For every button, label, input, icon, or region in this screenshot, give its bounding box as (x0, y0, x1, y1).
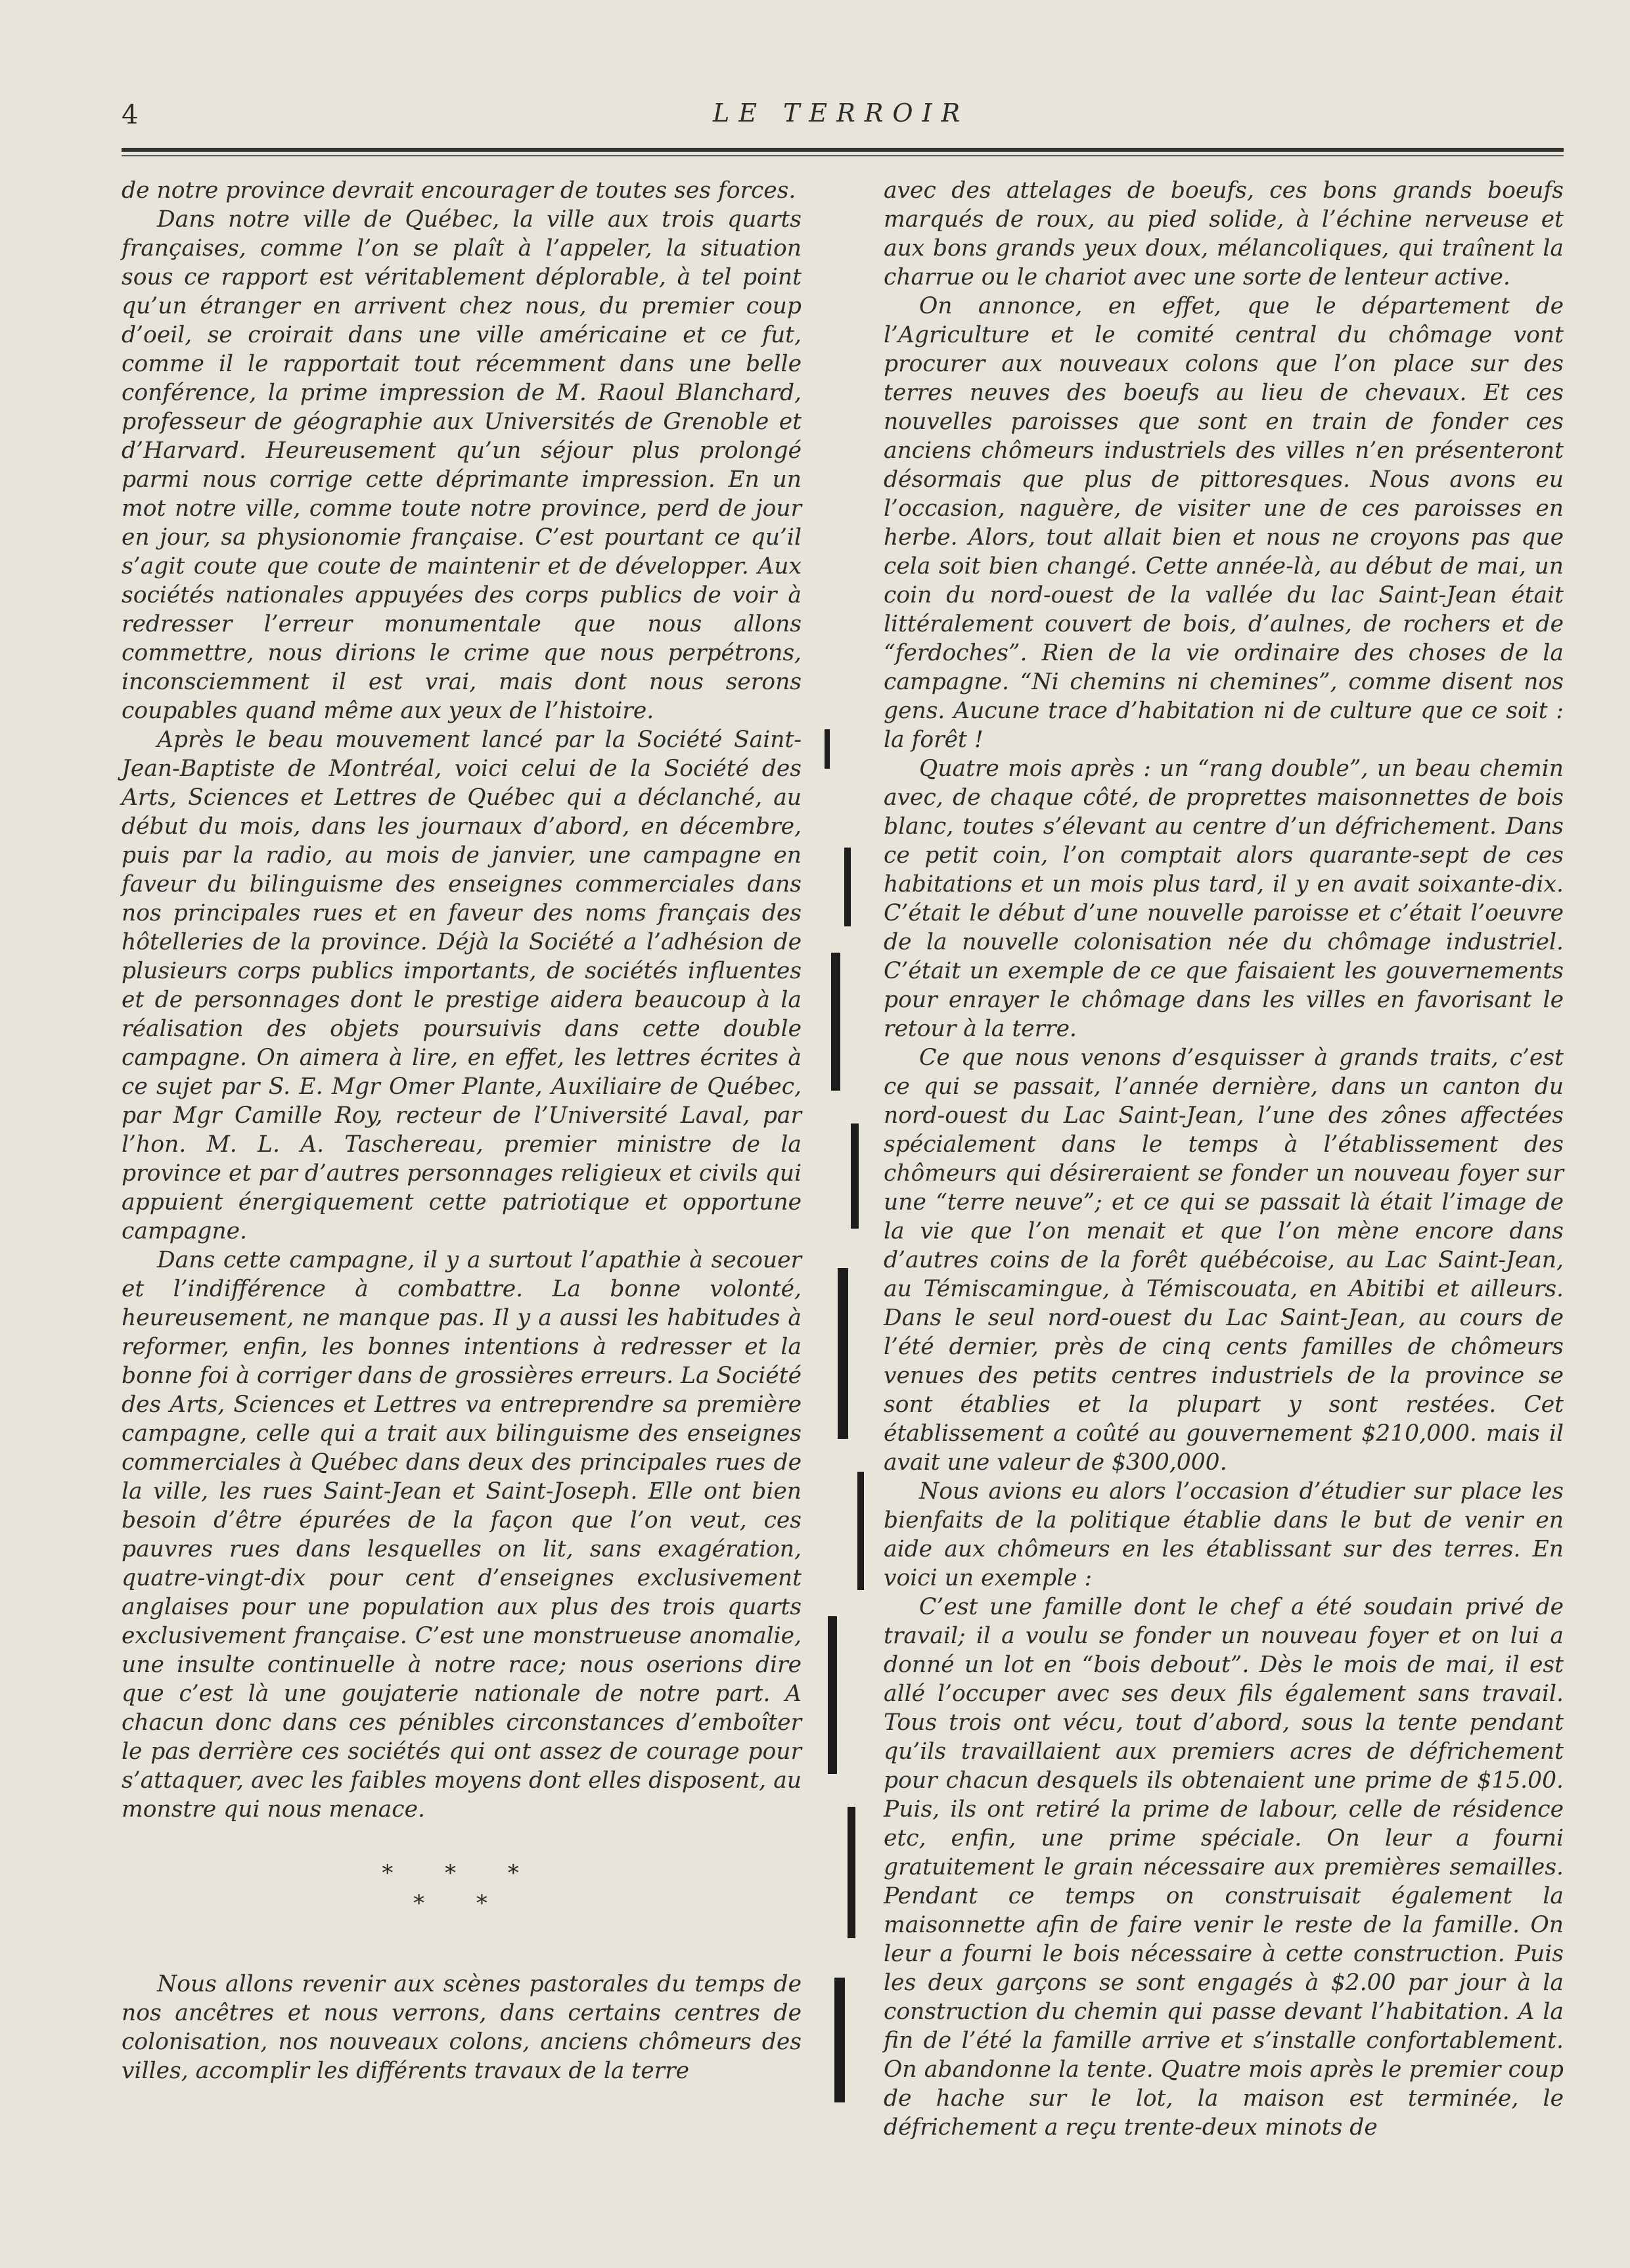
section-separator (122, 1858, 802, 1918)
paragraph: C’est une famille dont le chef a été soudain privé de travail; il a voulu se fonder un nouveau foyer et on lui a donné un lot en “bois debout”. Dès le mois de mai, il est allé l’occuper avec ses deux fils également sans travail. Tous trois ont vécu, tout d’abord, sous la tente pendant qu’ils travaillaient aux premiers acres de défrichement pour chacun desquels ils obtenaient une prime de $15.00. Puis, ils ont retiré la prime de labour, celle de résidence etc, enfin, une prime spéciale. On leur a fourni gratuitement le grain nécessaire aux premières semailles. Pendant ce temps on construisait également la maisonnette afin de faire venir le reste de la famille. On leur a fourni le bois nécessaire à cette construction. Puis les deux garçons se sont engagés à $2.00 par jour à la construction du chemin qui passe devant l’habitation. A la fin de l’été la famille arrive et s’installe confortablement. On abandonne la tente. Quatre mois après le premier coup de hache sur le lot, la maison est terminée, le défrichement a reçu trente-deux minots de (884, 1594, 1564, 2141)
paragraph: Après le beau mouvement lancé par la Société Saint-Jean-Baptiste de Montréal, voici celui de la Société des Arts, Sciences et Lettres de Québec qui a déclanché, au début du mois, dans les journaux d’abord, en décembre, puis par la radio, au mois de janvier, une campagne en faveur du bilinguisme des enseignes commerciales dans nos principales rues et en faveur des noms français des hôtelleries de la province. Déjà la Société a l’adhésion de plusieurs corps publics importants, de sociétés influentes et de personnages dont le prestige aidera beaucoup à la réalisation des objets poursuivis dans cette double campagne. On aimera à lire, en effet, les lettres écrites à ce sujet par S. E. Mgr Omer Plante, Auxiliaire de Québec, par Mgr Camille Roy, recteur de l’Université Laval, par l’hon. M. L. A. Taschereau, premier ministre de la province et par d’autres personnages religieux et civils qui appuient énergiquement cette patriotique et opportune campagne. (122, 727, 802, 1244)
separator-line: * * * (382, 1860, 541, 1886)
right-column (884, 176, 1564, 2142)
left-column (122, 176, 802, 2085)
page-header (122, 92, 1564, 138)
paragraph: Nous allons revenir aux scènes pastorales du temps de nos ancêtres et nous verrons, dans certains centres de colonisation, nos nouveaux colons, anciens chômeurs des villes, accomplir les différents travaux de la terre (122, 1971, 802, 2084)
paragraph: avec des attelages de boeufs, ces bons grands boeufs marqués de roux, au pied solide, à l’échine nerveuse et aux bons grands yeux doux, mélancoliques, qui traînent la charrue ou le chariot avec une sorte de lenteur active. (884, 177, 1564, 290)
header-rule-thin (122, 155, 1564, 156)
running-title: LE TERROIR (713, 99, 970, 127)
paragraph: On annonce, en effet, que le département de l’Agriculture et le comité central du chômage vont procurer aux nouveaux colons que l’on place sur des terres neuves des boeufs au lieu de chevaux. Et ces nouvelles paroisses que sont en train de fonder ces anciens chômeurs industriels des villes n’en présenteront désormais que plus de pittoresques. Nous avons eu l’occasion, naguère, de visiter une de ces paroisses en herbe. Alors, tout allait bien et nous ne croyons pas que cela soit bien changé. Cette année-là, au début de mai, un coin du nord-ouest de la vallée du lac Saint-Jean était littéralement couvert de bois, d’aulnes, de rochers et de “ferdoches”. Rien de la vie ordinaire des choses de la campagne. “Ni chemins ni chemines”, comme disent nos gens. Aucune trace d’habitation ni de culture que ce soit : la forêt ! (884, 293, 1564, 753)
paragraph: Ce que nous venons d’esquisser à grands traits, c’est ce qui se passait, l’année dernière, dans un canton du nord-ouest du Lac Saint-Jean, l’une des zônes affectées spécialement dans le temps à l’établissement des chômeurs qui désireraient se fonder un nouveau foyer sur une “terre neuve”; et ce qui se passait là était l’image de la vie que l’on menait et que l’on mène encore dans d’autres coins de la forêt québécoise, au Lac Saint-Jean, au Témiscamingue, à Témiscouata, en Abitibi et ailleurs. Dans le seul nord-ouest du Lac Saint-Jean, au cours de l’été dernier, près de cinq cents familles de chômeurs venues des petits centres industriels de la province se sont établies et la plupart y sont restées. Cet établissement a coûté au gouvernement $210,000. mais il avait une valeur de $300,000. (884, 1045, 1564, 1476)
paragraph: Quatre mois après : un “rang double”, un beau chemin avec, de chaque côté, de proprettes maisonnettes de bois blanc, toutes s’élevant au centre d’un défrichement. Dans ce petit coin, l’on comptait alors quarante-sept de ces habitations et un mois plus tard, il y en avait soixante-dix. C’était le début d’une nouvelle paroisse et c’était l’oeuvre de la nouvelle colonisation née du chômage industriel. C’était un exemple de ce que faisaient les gouvernements pour enrayer le chômage dans les villes en favorisant le retour à la terre. (884, 756, 1564, 1042)
gutter-ink-damage (811, 729, 884, 2116)
paragraph: Dans notre ville de Québec, la ville aux trois quarts françaises, comme l’on se plaît à l’appeler, la situation sous ce rapport est véritablement déplorable, à tel point qu’un étranger en arrivent chez nous, du premier coup d’oeil, se croirait dans une ville américaine et ce fut, comme il le rapportait tout récemment dans une belle conférence, la prime impression de M. Raoul Blanchard, professeur de géographie aux Universités de Grenoble et d’Harvard. Heureusement qu’un séjour plus prolongé parmi nous corrige cette déprimante impression. En un mot notre ville, comme toute notre province, perd de jour en jour, sa physionomie française. C’est pourtant ce qu’il s’agit coute que coute de maintenir et de développer. Aux sociétés nationales appuyées des corps publics de voir à redresser l’erreur monumentale que nous allons commettre, nous dirions le crime que nous perpétrons, inconsciemment il est vrai, mais dont nous serons coupables quand même aux yeux de l’histoire. (122, 206, 802, 724)
separator-line: * * (413, 1890, 510, 1916)
paragraph: Dans cette campagne, il y a surtout l’apathie à secouer et l’indifférence à combattre. La bonne volonté, heureusement, ne manque pas. Il y a aussi les habitudes à reformer, enfin, les bonnes intentions à redresser et la bonne foi à corriger dans de grossières erreurs. La Société des Arts, Sciences et Lettres va entreprendre sa première campagne, celle qui a trait aux bilinguisme des enseignes commerciales à Québec dans deux des principales rues de la ville, les rues Saint-Jean et Saint-Joseph. Elle ont bien besoin d’être épurées de la façon que l’on veut, ces pauvres rues dans lesquelles on lit, sans exagération, quatre-vingt-dix pour cent d’enseignes exclusivement anglaises pour une population aux plus des trois quarts exclusivement française. C’est une monstrueuse anomalie, une insulte continuelle à notre race; nous oserions dire que c’est là une goujaterie nationale de notre part. A chacun donc dans ces pénibles circonstances d’emboîter le pas derrière ces sociétés qui ont assez de courage pour s’attaquer, avec les faibles moyens dont elles disposent, au monstre qui nous menace. (122, 1247, 802, 1823)
header-rule (122, 148, 1564, 152)
page-number: 4 (122, 100, 139, 130)
paragraph: Nous avions eu alors l’occasion d’étudier sur place les bienfaits de la politique établie dans le but de venir en aide aux chômeurs en les établissant sur des terres. En voici un exemple : (884, 1478, 1564, 1591)
paragraph: de notre province devrait encourager de toutes ses forces. (122, 177, 796, 204)
